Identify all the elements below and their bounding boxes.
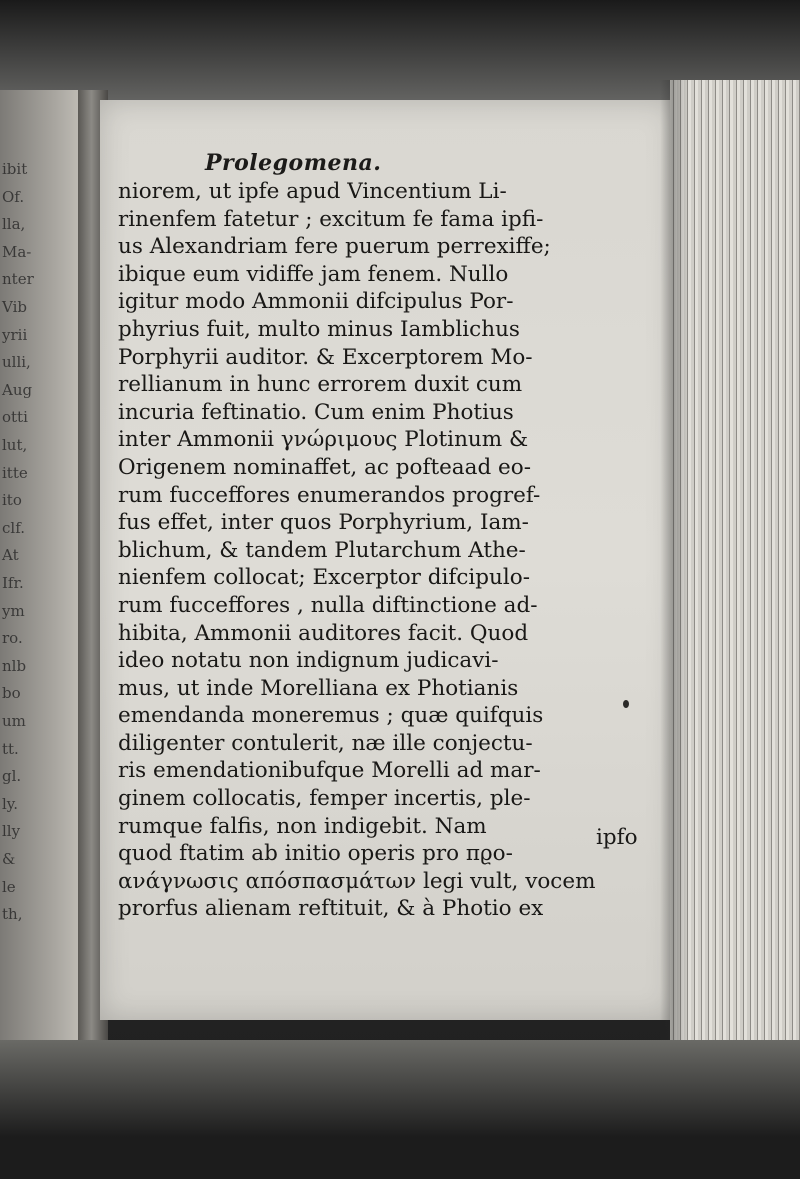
left-page-fragment: ly. bbox=[2, 794, 19, 813]
left-page-fragment: At bbox=[2, 546, 19, 565]
running-head: Prolegomena. bbox=[205, 150, 382, 176]
left-page-fragment: gl. bbox=[2, 767, 22, 786]
catchword: ipfo bbox=[596, 825, 638, 850]
text-line: igitur modo Ammonii difcipulus Por- bbox=[118, 289, 514, 315]
left-page-fragment: otti bbox=[2, 408, 28, 427]
page-stack-edge bbox=[670, 80, 800, 1080]
text-line: inter Ammonii γνώριμους Plotinum & bbox=[118, 427, 529, 453]
text-line: prorfus alienam reftituit, & à Photio ex bbox=[118, 896, 544, 922]
text-line: rinenfem fatetur ; excitum fe fama ipfi- bbox=[118, 206, 544, 232]
left-page-fragment: & bbox=[2, 850, 16, 868]
left-page-fragment: Vib bbox=[2, 298, 27, 316]
text-line: fus effet, inter quos Porphyrium, Iam- bbox=[118, 510, 529, 536]
text-line: emendanda moneremus ; quæ quifquis bbox=[118, 703, 544, 729]
text-line: niorem, ut ipfe apud Vincentium Li- bbox=[118, 179, 507, 204]
text-line: ris emendationibufque Morelli ad mar- bbox=[118, 758, 541, 784]
text-line: hibita, Ammonii auditores facit. Quod bbox=[118, 620, 529, 646]
text-line: blichum, & tandem Plutarchum Athe- bbox=[118, 537, 526, 563]
left-page-fragment: lut, bbox=[2, 436, 28, 454]
left-page-fragment: nlb bbox=[2, 656, 27, 675]
page-curl-shadow bbox=[660, 80, 688, 1080]
left-page-fragment: Ma- bbox=[2, 242, 32, 261]
text-line: Origenem nominaffet, ac pofteaad eo- bbox=[118, 454, 531, 480]
bottom-shadow bbox=[0, 1040, 800, 1179]
text-line: Porphyrii auditor. & Excerptorem Mo- bbox=[118, 344, 533, 370]
left-page-fragment: bo bbox=[2, 684, 21, 703]
text-line: nienfem collocat; Excerptor difcipulo- bbox=[118, 565, 530, 591]
left-page-fragment: lla, bbox=[2, 215, 26, 234]
text-line: phyrius fuit, multo minus Iamblichus bbox=[118, 316, 520, 342]
left-page-fragment: Of. bbox=[2, 187, 25, 206]
text-line: ibique eum vidiffe jam fenem. Nullo bbox=[118, 261, 509, 287]
text-line: mus, ut inde Morelliana ex Photianis bbox=[118, 675, 519, 701]
left-page-fragment: th, bbox=[2, 905, 23, 924]
left-page-fragment: ym bbox=[2, 601, 25, 620]
text-line: rum fucceffores , nulla diftinctione ad- bbox=[118, 592, 538, 618]
left-page-fragment: ibit bbox=[2, 160, 28, 178]
text-line: rellianum in hunc errorem duxit cum bbox=[118, 372, 523, 398]
text-line: rum fucceffores enumerandos progref- bbox=[118, 482, 541, 508]
text-line: incuria feftinatio. Cum enim Photius bbox=[118, 399, 514, 425]
text-line: us Alexandriam fere puerum perrexiffe; bbox=[118, 234, 551, 260]
ink-spot bbox=[623, 700, 629, 708]
left-page-fragment: clf. bbox=[2, 518, 25, 537]
left-page-fragment: tt. bbox=[2, 739, 19, 758]
left-page-fragment: itte bbox=[2, 463, 28, 482]
left-page-fragment: Ifr. bbox=[2, 574, 24, 592]
left-page-fragment: ro. bbox=[2, 629, 23, 648]
text-line: rumque falfis, non indigebit. Nam bbox=[118, 813, 487, 839]
text-line: quod ftatim ab initio operis pro πϱο- bbox=[118, 841, 513, 867]
text-line: ανάγνωσις απόσπασμάτων legi vult, vocem bbox=[118, 868, 596, 894]
left-page-fragment: nter bbox=[2, 270, 34, 289]
left-page-fragment: lly bbox=[2, 822, 21, 841]
left-page-fragment: Aug bbox=[2, 380, 33, 399]
left-page-fragment: yrii bbox=[2, 325, 28, 344]
left-page-fragment: ulli, bbox=[2, 353, 31, 372]
text-line: diligenter contulerit, næ ille conjectu- bbox=[118, 730, 533, 756]
left-page-fragment: le bbox=[2, 877, 16, 896]
body-text bbox=[118, 178, 658, 923]
left-page-fragment: um bbox=[2, 712, 26, 730]
left-page-fragment: ito bbox=[2, 491, 22, 510]
text-line: ideo notatu non indignum judicavi- bbox=[118, 648, 499, 674]
text-line: ginem collocatis, femper incertis, ple- bbox=[118, 786, 531, 812]
